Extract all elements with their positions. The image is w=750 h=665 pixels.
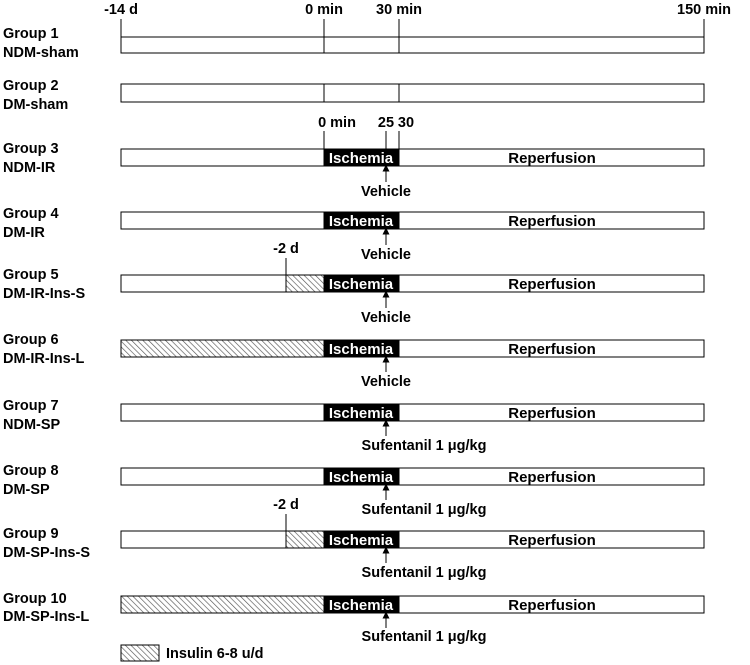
reperfusion-label-group-5: Reperfusion bbox=[508, 276, 596, 293]
group-number-5: Group 5 bbox=[3, 267, 59, 283]
legend-insulin-swatch bbox=[121, 645, 159, 661]
group-number-1: Group 1 bbox=[3, 26, 59, 42]
insulin-segment-group-6 bbox=[121, 340, 324, 357]
timeline-label-minus14d: -14 d bbox=[104, 2, 138, 18]
group-number-4: Group 4 bbox=[3, 206, 59, 222]
treatment-label-group-10: Sufentanil 1 μg/kg bbox=[361, 629, 487, 645]
group-number-6: Group 6 bbox=[3, 332, 59, 348]
reperfusion-label-group-4: Reperfusion bbox=[508, 213, 596, 230]
reperfusion-label-group-9: Reperfusion bbox=[508, 532, 596, 549]
ischemia-label-group-7: Ischemia bbox=[328, 405, 394, 422]
reperfusion-label-group-6: Reperfusion bbox=[508, 341, 596, 358]
ischemia-label-group-3: Ischemia bbox=[328, 150, 394, 167]
timeline-bar-group-2 bbox=[121, 84, 704, 102]
insulin-segment-group-10 bbox=[121, 596, 324, 613]
timeline-bar-group-7 bbox=[121, 404, 704, 421]
reperfusion-label-group-7: Reperfusion bbox=[508, 405, 596, 422]
treatment-label-group-8: Sufentanil 1 μg/kg bbox=[361, 502, 487, 518]
group-name-4: DM-IR bbox=[3, 225, 45, 241]
insulin-segment-group-5 bbox=[286, 275, 324, 292]
group-name-8: DM-SP bbox=[3, 482, 50, 498]
timeline-bar-group-3 bbox=[121, 149, 704, 166]
ischemia-label-group-8: Ischemia bbox=[328, 469, 394, 486]
group-name-1: NDM-sham bbox=[3, 45, 79, 61]
group-name-9: DM-SP-Ins-S bbox=[3, 545, 90, 561]
treatment-label-group-3: Vehicle bbox=[361, 184, 411, 200]
timeline-label-30min: 30 min bbox=[376, 2, 422, 18]
group-number-3: Group 3 bbox=[3, 141, 59, 157]
group-name-3: NDM-IR bbox=[3, 160, 56, 176]
group-name-5: DM-IR-Ins-S bbox=[3, 286, 86, 302]
mid-label-0min: 0 min bbox=[318, 115, 356, 131]
group-name-6: DM-IR-Ins-L bbox=[3, 351, 85, 367]
insulin-segment-group-9 bbox=[286, 531, 324, 548]
group-number-10: Group 10 bbox=[3, 591, 67, 607]
ischemia-label-group-9: Ischemia bbox=[328, 532, 394, 549]
timeline-bar-group-4 bbox=[121, 212, 704, 229]
mid-label-30: 30 bbox=[397, 115, 415, 131]
treatment-label-group-4: Vehicle bbox=[361, 247, 411, 263]
reperfusion-label-group-8: Reperfusion bbox=[508, 469, 596, 486]
group-name-7: NDM-SP bbox=[3, 417, 61, 433]
treatment-label-group-6: Vehicle bbox=[361, 374, 411, 390]
treatment-label-group-9: Sufentanil 1 μg/kg bbox=[361, 565, 487, 581]
group-name-2: DM-sham bbox=[3, 97, 69, 113]
treatment-label-group-5: Vehicle bbox=[361, 310, 411, 326]
treatment-label-group-7: Sufentanil 1 μg/kg bbox=[361, 438, 487, 454]
ischemia-label-group-5: Ischemia bbox=[328, 276, 394, 293]
group-number-7: Group 7 bbox=[3, 398, 59, 414]
timeline-bar-group-5 bbox=[121, 275, 704, 292]
minus2d-label-group-9: -2 d bbox=[273, 497, 299, 513]
legend-insulin-label: Insulin 6-8 u/d bbox=[166, 646, 264, 662]
ischemia-label-group-6: Ischemia bbox=[328, 341, 394, 358]
ischemia-label-group-4: Ischemia bbox=[328, 213, 394, 230]
minus2d-label-group-5: -2 d bbox=[273, 241, 299, 257]
ischemia-label-group-10: Ischemia bbox=[328, 597, 394, 614]
reperfusion-label-group-3: Reperfusion bbox=[508, 150, 596, 167]
group-number-2: Group 2 bbox=[3, 78, 59, 94]
timeline-bar-group-1 bbox=[121, 37, 704, 53]
timeline-bar-group-9 bbox=[121, 531, 704, 548]
group-number-9: Group 9 bbox=[3, 526, 59, 542]
mid-label-25: 25 bbox=[377, 115, 395, 131]
group-number-8: Group 8 bbox=[3, 463, 59, 479]
timeline-bar-group-8 bbox=[121, 468, 704, 485]
reperfusion-label-group-10: Reperfusion bbox=[508, 597, 596, 614]
group-name-10: DM-SP-Ins-L bbox=[3, 609, 90, 625]
timeline-label-0min: 0 min bbox=[305, 2, 343, 18]
timeline-label-150min: 150 min bbox=[677, 2, 731, 18]
